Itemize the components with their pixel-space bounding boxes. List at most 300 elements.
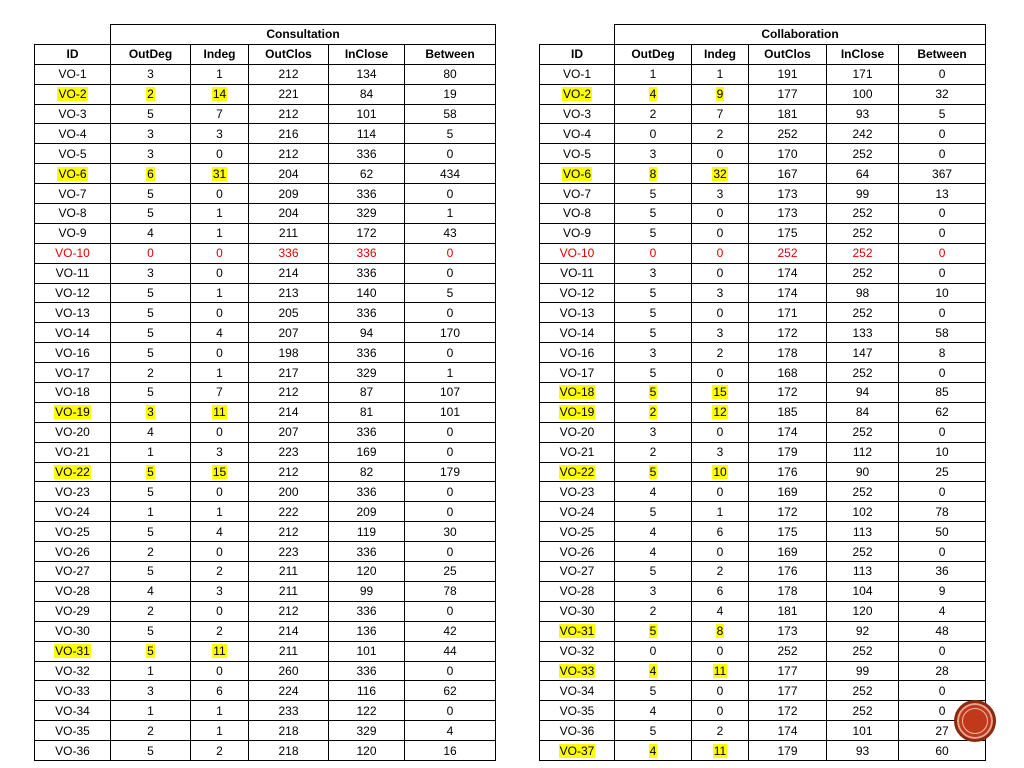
cell-value: 3 (649, 345, 657, 360)
cell-value: 82 (359, 465, 374, 480)
table-cell (827, 601, 899, 621)
table-cell (111, 343, 191, 363)
table-cell (191, 204, 249, 224)
cell-value: VO-36 (559, 723, 595, 738)
table-cell (540, 522, 615, 542)
cell-value: 3 (147, 405, 154, 420)
blank-corner-cell (540, 25, 615, 45)
cell-value: 0 (446, 703, 454, 718)
cell-value: 3 (649, 266, 657, 281)
table-cell (191, 462, 249, 482)
cell-value: 5 (147, 107, 154, 121)
table-cell (540, 223, 615, 243)
table-cell (35, 323, 111, 343)
table-cell (615, 522, 692, 542)
cell-value: 5 (649, 286, 657, 301)
cell-value: 169 (356, 445, 377, 460)
table-cell (540, 701, 615, 721)
table-row (540, 502, 986, 522)
table-cell (540, 323, 615, 343)
cell-value: 176 (777, 564, 798, 579)
table-cell (249, 303, 329, 323)
table-cell (827, 243, 899, 263)
cell-value: 5 (649, 564, 657, 579)
cell-value: VO-29 (55, 604, 90, 619)
table-cell (540, 462, 615, 482)
cell-value: 43 (443, 226, 457, 241)
table-cell (749, 124, 827, 144)
cell-value: 175 (777, 524, 798, 539)
cell-value: 216 (278, 126, 299, 141)
table-cell (827, 303, 899, 323)
cell-value: VO-7 (58, 186, 87, 201)
cell-value: 171 (852, 67, 873, 82)
table-cell (827, 581, 899, 601)
table-cell (249, 621, 329, 641)
table-row (35, 124, 496, 144)
cell-value: 5 (147, 186, 154, 201)
table-cell (692, 144, 749, 164)
cell-value: 5 (446, 286, 454, 301)
cell-value: 212 (278, 465, 299, 480)
table-cell (540, 721, 615, 741)
cell-value: 5 (649, 186, 657, 201)
cell-value: 223 (278, 445, 299, 460)
table-cell (35, 482, 111, 502)
cell-value: 6 (216, 683, 223, 698)
cell-value: 5 (147, 644, 154, 659)
table-cell (540, 641, 615, 661)
cell-value: 4 (649, 703, 657, 718)
table-cell (899, 243, 986, 263)
table-cell (615, 164, 692, 184)
table-cell (692, 363, 749, 383)
cell-value: 25 (935, 465, 949, 480)
cell-value: 0 (938, 266, 946, 281)
cell-value: 329 (356, 365, 377, 380)
table-cell (405, 303, 496, 323)
table-cell (540, 621, 615, 641)
table-cell (111, 681, 191, 701)
cell-value: 252 (852, 365, 873, 380)
cell-value: 104 (852, 584, 873, 599)
table-cell (899, 542, 986, 562)
table-row (35, 243, 496, 263)
table-cell (615, 442, 692, 462)
cell-value: 252 (777, 126, 798, 141)
cell-value: 4 (446, 723, 454, 738)
table-row (35, 283, 496, 303)
table-cell (540, 263, 615, 283)
table-cell (615, 661, 692, 681)
cell-value: 329 (356, 206, 377, 221)
cell-value: 3 (649, 425, 657, 440)
table-cell (249, 681, 329, 701)
table-cell (191, 104, 249, 124)
cell-value: 100 (852, 87, 873, 102)
table-cell (615, 184, 692, 204)
table-row (540, 402, 986, 422)
table-cell (111, 522, 191, 542)
cell-value: 78 (443, 584, 457, 599)
table-cell (111, 562, 191, 582)
cell-value: 85 (935, 385, 949, 400)
table-cell (540, 562, 615, 582)
table-cell (191, 84, 249, 104)
table-cell (35, 204, 111, 224)
table-cell (899, 283, 986, 303)
table-cell (540, 204, 615, 224)
cell-value: 2 (716, 723, 724, 738)
cell-value: 178 (777, 345, 798, 360)
table-cell (540, 144, 615, 164)
table-row (540, 661, 986, 681)
table-cell (405, 243, 496, 263)
cell-value: 336 (356, 544, 377, 559)
table-cell (827, 124, 899, 144)
cell-value: 11 (213, 405, 226, 420)
table-row (540, 681, 986, 701)
cell-value: 0 (938, 67, 946, 82)
table-row (540, 263, 986, 283)
table-cell (191, 124, 249, 144)
cell-value: VO-2 (562, 87, 591, 102)
cell-value: 191 (777, 67, 798, 82)
table-row (35, 383, 496, 403)
table-cell (249, 562, 329, 582)
cell-value: VO-13 (55, 305, 90, 320)
table-cell (615, 641, 692, 661)
table-row (35, 402, 496, 422)
table-cell (35, 303, 111, 323)
cell-value: 252 (852, 266, 873, 281)
cell-value: VO-30 (55, 624, 90, 639)
table-cell (405, 661, 496, 681)
table-cell (899, 164, 986, 184)
table-cell (35, 243, 111, 263)
cell-value: VO-23 (559, 484, 595, 499)
table-row (540, 522, 986, 542)
table-cell (899, 64, 986, 84)
cell-value: 2 (147, 87, 154, 102)
cell-value: 177 (777, 87, 798, 102)
table-cell (615, 243, 692, 263)
table-row (35, 422, 496, 442)
table-cell (191, 621, 249, 641)
table-cell (111, 462, 191, 482)
table-cell (827, 482, 899, 502)
table-row (540, 621, 986, 641)
table-row (540, 144, 986, 164)
table-cell (615, 283, 692, 303)
table-cell (615, 681, 692, 701)
cell-value: 2 (147, 544, 154, 559)
cell-value: 0 (446, 544, 454, 559)
table-cell (329, 482, 405, 502)
table-cell (692, 641, 749, 661)
cell-value: 0 (938, 644, 946, 659)
cell-value: VO-34 (559, 683, 595, 698)
cell-value: 221 (278, 87, 299, 102)
cell-value: VO-10 (55, 246, 90, 261)
cell-value: 5 (147, 286, 154, 301)
cell-value: VO-28 (55, 584, 90, 599)
cell-value: 1 (216, 365, 223, 380)
table-cell (329, 383, 405, 403)
cell-value: 0 (216, 266, 223, 281)
table-cell (615, 601, 692, 621)
table-cell (827, 542, 899, 562)
table-cell (329, 402, 405, 422)
cell-value: 15 (212, 465, 227, 480)
table-cell (749, 104, 827, 124)
table-cell (249, 243, 329, 263)
table-cell (191, 601, 249, 621)
cell-value: 5 (649, 325, 657, 340)
table-cell (827, 323, 899, 343)
table-cell (827, 741, 899, 761)
cell-value: VO-3 (562, 107, 591, 121)
table-cell (749, 323, 827, 343)
table-cell (249, 661, 329, 681)
table-cell (249, 402, 329, 422)
cell-value: 93 (855, 743, 870, 758)
cell-value: 1 (147, 663, 154, 678)
cell-value: 207 (278, 325, 299, 340)
table-cell (191, 562, 249, 582)
table-cell (615, 542, 692, 562)
circle-nav-button-icon[interactable] (954, 700, 996, 742)
table-cell (615, 581, 692, 601)
cell-value: 5 (147, 385, 154, 400)
cell-value: 1 (216, 504, 223, 519)
table-cell (191, 701, 249, 721)
cell-value: VO-34 (55, 703, 90, 718)
cell-value: 174 (777, 286, 798, 301)
table-row (540, 482, 986, 502)
cell-value: 172 (777, 504, 798, 519)
table-cell (191, 363, 249, 383)
table-cell (35, 124, 111, 144)
cell-value: 211 (278, 226, 299, 241)
cell-value: 4 (938, 604, 946, 619)
cell-value: 48 (935, 624, 949, 639)
table-cell (111, 641, 191, 661)
cell-value: 212 (278, 67, 299, 82)
table-cell (827, 502, 899, 522)
table-cell (899, 442, 986, 462)
cell-value: 212 (278, 604, 299, 619)
table-cell (827, 402, 899, 422)
table-cell (329, 223, 405, 243)
column-header: InClose (827, 44, 899, 64)
table-cell (405, 601, 496, 621)
blank-corner-cell (35, 25, 111, 45)
column-header: Indeg (191, 44, 249, 64)
table-cell (111, 741, 191, 761)
cell-value: 1 (147, 504, 154, 519)
cell-value: 204 (278, 166, 299, 181)
cell-value: VO-11 (560, 266, 594, 281)
cell-value: 0 (216, 345, 223, 360)
cell-value: 0 (716, 226, 724, 241)
table-cell (191, 283, 249, 303)
table-cell (749, 442, 827, 462)
table-cell (249, 641, 329, 661)
table-cell (249, 701, 329, 721)
table-cell (692, 283, 749, 303)
table-cell (692, 204, 749, 224)
table-cell (692, 184, 749, 204)
cell-value: VO-30 (559, 604, 595, 619)
table-cell (249, 522, 329, 542)
cell-value: VO-32 (55, 663, 90, 678)
cell-value: VO-31 (55, 644, 90, 659)
table-row (540, 204, 986, 224)
cell-value: 0 (216, 305, 223, 320)
cell-value: 252 (777, 644, 798, 659)
cell-value: 0 (716, 266, 724, 281)
table-row (35, 601, 496, 621)
table-cell (692, 442, 749, 462)
cell-value: 1 (216, 206, 223, 221)
table-row (540, 562, 986, 582)
table-cell (827, 184, 899, 204)
cell-value: 93 (855, 107, 870, 121)
table-cell (35, 144, 111, 164)
cell-value: 0 (716, 365, 724, 380)
table-row (540, 363, 986, 383)
table-cell (329, 263, 405, 283)
cell-value: 2 (649, 107, 657, 121)
cell-value: 119 (356, 524, 377, 539)
cell-value: 50 (935, 524, 949, 539)
table-cell (540, 601, 615, 621)
table-cell (749, 243, 827, 263)
table-cell (249, 422, 329, 442)
table-row (35, 621, 496, 641)
table-cell (191, 641, 249, 661)
cell-value: 242 (852, 126, 873, 141)
table-row (540, 422, 986, 442)
cell-value: 3 (216, 126, 223, 141)
cell-value: 11 (213, 644, 226, 659)
cell-value: 58 (443, 107, 457, 121)
table-cell (329, 422, 405, 442)
cell-value: 336 (356, 305, 377, 320)
table-cell (405, 263, 496, 283)
table-cell (405, 581, 496, 601)
cell-value: 101 (852, 723, 873, 738)
table-cell (191, 64, 249, 84)
table-cell (405, 184, 496, 204)
cell-value: VO-26 (559, 544, 595, 559)
cell-value: 212 (278, 146, 299, 161)
cell-value: 64 (855, 166, 870, 181)
table-cell (191, 343, 249, 363)
table-cell (35, 621, 111, 641)
table-cell (692, 303, 749, 323)
table-row (35, 263, 496, 283)
table-cell (615, 502, 692, 522)
cell-value: VO-35 (55, 723, 90, 738)
table-row (35, 343, 496, 363)
table-title: Consultation (111, 25, 496, 45)
cell-value: 0 (938, 226, 946, 241)
cell-value: 5 (649, 723, 657, 738)
cell-value: VO-12 (559, 286, 595, 301)
table-cell (249, 542, 329, 562)
table-row (35, 164, 496, 184)
table-cell (692, 681, 749, 701)
table-cell (405, 383, 496, 403)
table-cell (615, 721, 692, 741)
table-cell (692, 402, 749, 422)
table-cell (35, 184, 111, 204)
table-cell (191, 681, 249, 701)
table-cell (899, 84, 986, 104)
table-cell (692, 263, 749, 283)
table-cell (249, 283, 329, 303)
cell-value: 3 (147, 146, 154, 161)
cell-value: 2 (649, 405, 657, 420)
table-row (540, 64, 986, 84)
table-cell (35, 164, 111, 184)
cell-value: 107 (440, 385, 461, 400)
table-cell (111, 542, 191, 562)
column-header: ID (540, 44, 615, 64)
cell-value: VO-21 (559, 445, 595, 460)
cell-value: 5 (649, 465, 657, 480)
table-row (540, 323, 986, 343)
table-row (35, 482, 496, 502)
table-cell (249, 223, 329, 243)
table-cell (249, 601, 329, 621)
cell-value: 3 (716, 445, 724, 460)
cell-value: 32 (935, 87, 949, 102)
cell-value: 0 (216, 663, 223, 678)
cell-value: 0 (938, 305, 946, 320)
table-cell (405, 502, 496, 522)
cell-value: 0 (216, 146, 223, 161)
table-cell (191, 164, 249, 184)
table-cell (692, 741, 749, 761)
cell-value: 3 (649, 146, 657, 161)
cell-value: VO-18 (55, 385, 90, 400)
table-cell (540, 442, 615, 462)
table-cell (329, 343, 405, 363)
table-cell (615, 482, 692, 502)
table-cell (329, 164, 405, 184)
cell-value: 114 (356, 126, 377, 141)
cell-value: 1 (716, 504, 724, 519)
cell-value: 0 (649, 246, 657, 261)
table-cell (249, 383, 329, 403)
table-cell (540, 343, 615, 363)
table-cell (749, 482, 827, 502)
table-cell (899, 641, 986, 661)
cell-value: 3 (147, 266, 154, 281)
cell-value: 4 (649, 524, 657, 539)
table-cell (191, 303, 249, 323)
table-cell (827, 164, 899, 184)
table-cell (749, 184, 827, 204)
table-cell (111, 621, 191, 641)
table-cell (405, 223, 496, 243)
table-cell (249, 502, 329, 522)
cell-value: 0 (216, 604, 223, 619)
cell-value: 0 (716, 683, 724, 698)
